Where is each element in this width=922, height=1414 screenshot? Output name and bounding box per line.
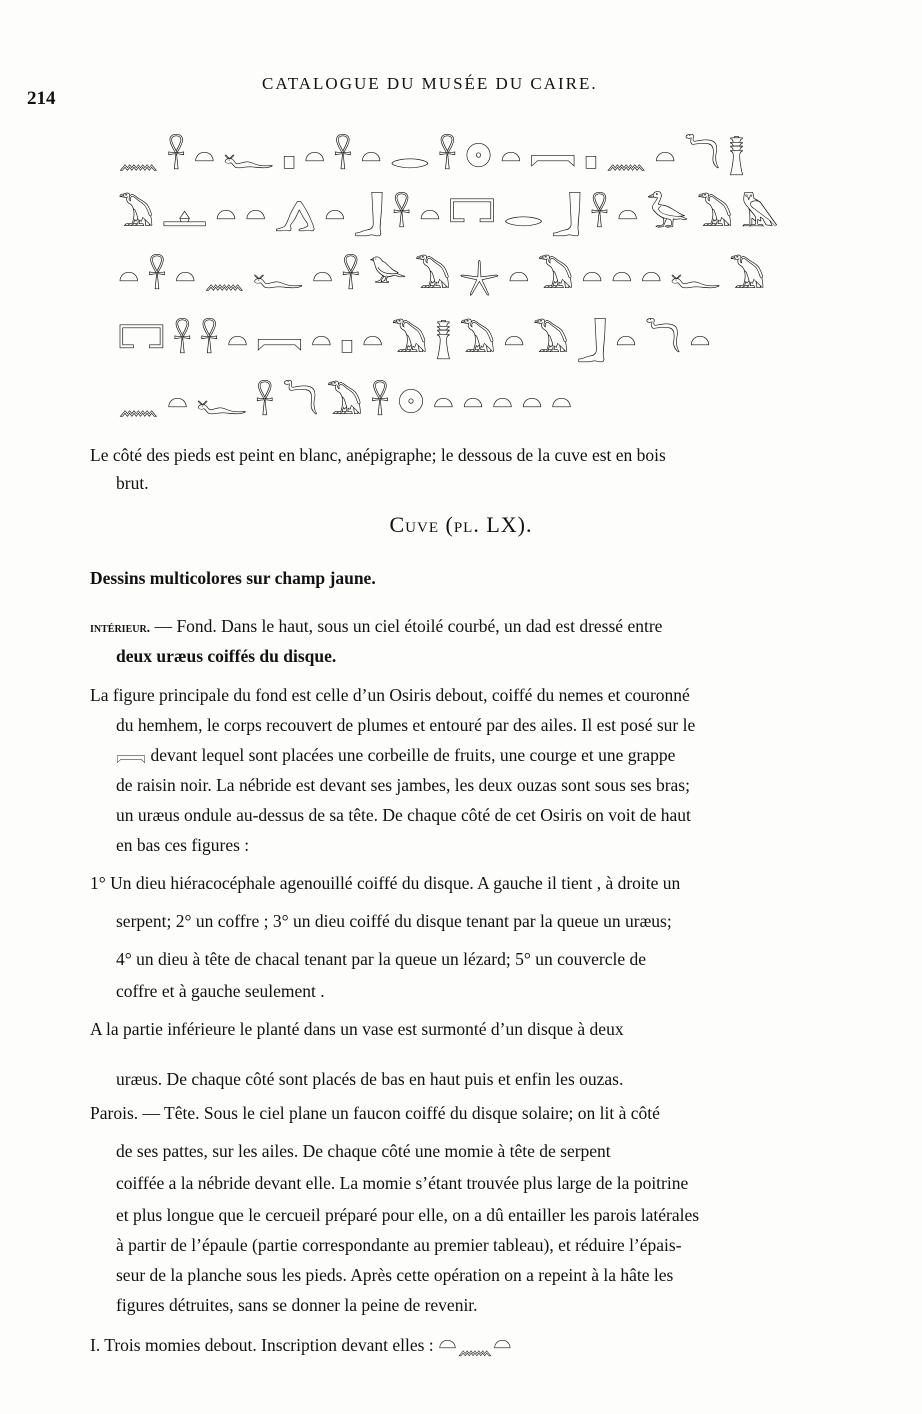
- hieroglyph-row-3-text: 𓏏𓋹𓏏𓈖𓆑𓏏𓋹𓅪𓅐𓇼𓏏𓅐𓏏𓏏𓏏𓆑𓅐: [118, 257, 773, 297]
- paragraph-7-line-6: seur de la planche sous les pieds. Après cette opération on a repeint à la hâte les: [116, 1265, 674, 1285]
- paragraph-7-line-7: figures détruites, sans se donner la peine de revenir.: [116, 1295, 478, 1315]
- section-title-text: Cuve (pl. LX).: [389, 512, 533, 537]
- paragraph-5-line-1: 1° Un dieu hiéracocéphale agenouillé coiffé du disque. A gauche il tient , à droite un: [90, 873, 681, 893]
- hieroglyph-row-4: [118, 312, 719, 361]
- paragraph-4-line-1: La figure principale du fond est celle d’un Osiris debout, coiffé du nemes et couronné: [90, 685, 690, 705]
- paragraph-8-text: I. Trois momies debout. Inscription devant elles :: [90, 1335, 434, 1355]
- hieroglyph-row-1-text: 𓈖𓋹𓏏𓆑𓊪𓏏𓋹𓏏𓂋𓋹𓇳𓏏𓇯𓊪𓈖𓏏𓆓𓊽: [118, 137, 753, 177]
- paragraph-5-line-4: coffre et à gauche seulement .: [116, 981, 325, 1001]
- paragraph-1-line-1: Le côté des pieds est peint en blanc, anépigraphe; le dessous de la cuve est en bois: [90, 445, 666, 465]
- paragraph-6-line-2: uræus. De chaque côté sont placés de bas en haut puis et enfin les ouzas.: [116, 1069, 624, 1089]
- paragraph-7-line-2: de ses pattes, sur les ailes. De chaque côté une momie à tête de serpent: [116, 1141, 611, 1161]
- paragraph-1-line-2: brut.: [116, 473, 149, 493]
- hieroglyph-row-5-text: 𓈖𓏏𓆑𓋹𓆓𓅐𓋹𓇳𓏏𓏏𓏏𓏏𓏏: [118, 383, 581, 423]
- paragraph-4-line-5: un uræus ondule au-dessus de sa tête. De chaque côté de cet Osiris on voit de haut: [116, 805, 691, 825]
- paragraph-5-line-2: serpent; 2° un coffre ; 3° un dieu coiffé du disque tenant par la queue un uræus;: [116, 911, 672, 931]
- paragraph-4-line-2: du hemhem, le corps recouvert de plumes et entouré par des ailes. Il est posé sur le: [116, 715, 696, 735]
- hieroglyph-row-5: [118, 374, 581, 423]
- paragraph-4-line-3-text: devant lequel sont placées une corbeille de fruits, une courge et une grappe: [150, 745, 676, 765]
- paragraph-5-line-3: 4° un dieu à tête de chacal tenant par la queue un lézard; 5° un couvercle de: [116, 949, 646, 969]
- paragraph-3-text: — Fond. Dans le haut, sous un ciel étoilé courbé, un dad est dressé entre: [150, 616, 663, 636]
- running-head: CATALOGUE DU MUSÉE DU CAIRE.: [262, 74, 598, 93]
- hieroglyph-row-3: [118, 248, 773, 297]
- page-number: 214: [27, 88, 56, 109]
- hieroglyph-row-1: [118, 128, 753, 177]
- paragraph-4-line-6: en bas ces figures :: [116, 835, 250, 855]
- hieroglyph-row-2: [118, 186, 787, 235]
- paragraph-7-line-1: Parois. — Tête. Sous le ciel plane un faucon coiffé du disque solaire; on lit à côté: [90, 1103, 660, 1123]
- hieroglyph-row-2-text: 𓅐𓊵𓏏𓏏𓂻𓏏𓃀𓋹𓏏𓉐𓂋𓃀𓋹𓏏𓅭𓅐𓅓: [118, 195, 787, 235]
- hieroglyph-row-4-text: 𓉐𓋹𓋹𓏏𓇯𓏏𓊪𓏏𓅐𓊽𓅐𓏏𓅐𓃀𓏏𓆓𓏏: [118, 321, 719, 361]
- paragraph-4-line-3: [116, 740, 896, 770]
- paragraph-7-line-3: coiffée a la nébride devant elle. La momie s’étant trouvée plus large de la poitrine: [116, 1173, 689, 1193]
- paragraph-8: [90, 1327, 870, 1362]
- paragraph-4-line-4: de raisin noir. La nébride est devant ses jambes, les deux ouzas sont sous ses bras;: [116, 775, 690, 795]
- final-inscription-icon: 𓏏𓈖𓏏: [438, 1327, 512, 1362]
- interieur-label: intérieur.: [90, 621, 151, 636]
- paragraph-3-line-1: [90, 611, 870, 644]
- paragraph-3-line-2: deux uræus coiffés du disque.: [116, 646, 337, 666]
- sky-sign-icon: 𓇯: [116, 745, 147, 770]
- paragraph-6-line-1: A la partie inférieure le planté dans un vase est surmonté d’un disque à deux: [90, 1019, 624, 1039]
- paragraph-2: Dessins multicolores sur champ jaune.: [90, 568, 376, 588]
- section-title: [0, 512, 922, 538]
- paragraph-7-line-4: et plus longue que le cercueil préparé pour elle, on a dû entailler les parois latérales: [116, 1205, 700, 1225]
- paragraph-7-line-5: à partir de l’épaule (partie correspondante au premier tableau), et réduire l’épais-: [116, 1235, 682, 1255]
